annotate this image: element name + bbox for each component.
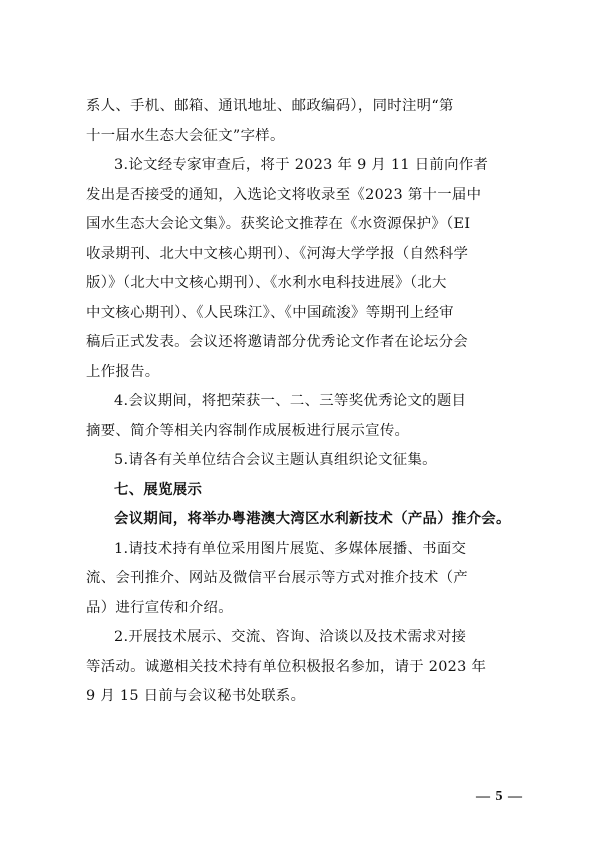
text-line: 稿后正式发表。会议还将邀请部分优秀论文作者在论坛分会 <box>86 334 468 350</box>
text-line: 收录期刊、北大中文核心期刊）、《河海大学学报（自然科学 <box>86 245 469 262</box>
text-line: 上作报告。 <box>86 363 160 380</box>
text-line: 摘要、简介等相关内容制作成展板进行展示宣传。 <box>86 422 410 439</box>
section-heading: 七、展览展示 <box>114 481 203 498</box>
text-line: 系人、手机、邮箱、通讯地址、邮政编码），同时注明“第 <box>86 98 454 114</box>
paragraph-3-line: 3.论文经专家审查后，将于 2023 年 9 月 11 日前向作者 <box>114 157 489 173</box>
document-body <box>86 92 522 712</box>
text-line: 版）》（北大中文核心期刊）、《水利水电科技进展》（北大 <box>86 275 447 291</box>
paragraph-5-line: 5.请各有关单位结合会议主题认真组织论文征集。 <box>114 452 437 468</box>
paragraph-4-line: 4.会议期间，将把荣获一、二、三等奖优秀论文的题目 <box>114 393 467 409</box>
text-line: 等活动。诚邀相关技术持有单位积极报名参加，请于 2023 年 <box>86 658 487 675</box>
paragraph-1-line: 1.请技术持有单位采用图片展览、多媒体展播、书面交 <box>114 540 467 557</box>
text-line: 流、会刊推介、网站及微信平台展示等方式对推介技术（产 <box>86 570 468 586</box>
text-line: 发出是否接受的通知，入选论文将收录至《2023 第十一届中 <box>86 186 482 203</box>
text-line: 9 月 15 日前与会议秘书处联系。 <box>86 688 306 704</box>
text-line: 十一届水生态大会征文”字样。 <box>86 127 285 144</box>
text-line: 国水生态大会论文集》。获奖论文推荐在《水资源保护》（EI <box>86 216 471 232</box>
bold-paragraph: 会议期间，将举办粤港澳大湾区水利新技术（产品）推介会。 <box>114 511 511 527</box>
paragraph-2-line: 2.开展技术展示、交流、咨询、洽谈以及技术需求对接 <box>114 629 467 645</box>
page-number: — 5 — <box>476 789 523 804</box>
text-line: 中文核心期刊）、《人民珠江》、《中国疏浚》等期刊上经审 <box>86 304 454 321</box>
text-line: 品）进行宣传和介绍。 <box>86 599 233 616</box>
